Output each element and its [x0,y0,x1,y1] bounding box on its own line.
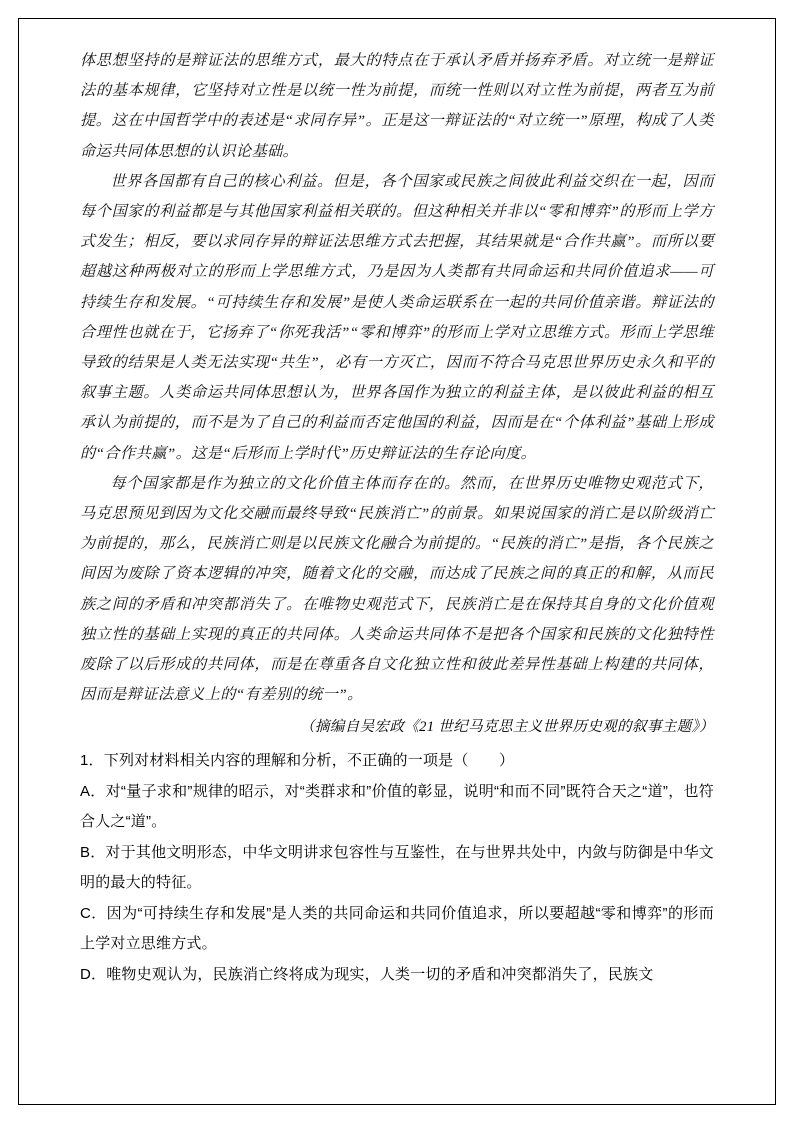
question-option-c: C．因为“可持续生存和发展”是人类的共同命运和共同价值追求，所以要超越“零和博弈”的形而上学对立思维方式。 [80,904,714,953]
passage-paragraph-2: 世界各国都有自己的核心利益。但是，各个国家或民族之间彼此利益交织在一起，因而每个国家的利益都是与其他国家利益相关联的。但这种相关并非以“零和博弈”的形而上学方式发生；相反，要以求同存异的辩证法思维方式去把握，其结果就是“合作共赢”。而所以要超越这种两极对立的形而上学思维方式，乃是因为人类都有共同命运和共同价值追求——可持续生存和发展。“可持续生存和发展”是使人类命运联系在一起的共同价值亲谐。辩证法的合理性也就在于，它扬弃了“你死我活”“零和博弈”的形而上学对立思维方式。形而上学思维导致的结果是人类无法实现“共生”，必有一方灭亡，因而不符合马克思世界历史永久和平的叙事主题。人类命运共同体思想认为，世界各国作为独立的利益主体，是以彼此利益的相互承认为前提的，而不是为了自己的利益而否定他国的利益，因而是在“个体利益”基础上形成的“合作共赢”。这是“后形而上学时代”历史辩证法的生存论向度。 [80,172,714,462]
passage-source: （摘编自吴宏政《21 世纪马克思主义世界历史观的叙事主题》） [300,719,714,736]
passage-paragraph-1: 体思想坚持的是辩证法的思维方式，最大的特点在于承认矛盾并扬弃矛盾。对立统一是辩证法的基本规律，它坚持对立性是以统一性为前提，而统一性则以对立性为前提，两者互为前提。这在中国哲学中的表述是“求同存异”。正是这一辩证法的“对立统一”原理，构成了人类命运共同体思想的认识论基础。 [80,52,714,160]
question-stem: 1．下列对材料相关内容的理解和分析，不正确的一项是（ ） [80,752,515,770]
question-option-a: A．对“量子求和”规律的昭示，对“类群求和”价值的彰显，说明“和而不同”既符合天之“道”，也符合人之“道”。 [80,782,714,831]
question-option-b: B．对于其他文明形态，中华文明讲求包容性与互鉴性，在与世界共处中，内敛与防御是中华文明的最大的特征。 [80,843,714,892]
question-block [80,746,714,990]
page-content [80,46,714,990]
passage-paragraph-3: 每个国家都是作为独立的文化价值主体而存在的。然而，在世界历史唯物史观范式下，马克思预见到因为文化交融而最终导致“民族消亡”的前景。如果说国家的消亡是以阶级消亡为前提的，那么，民族消亡则是以民族文化融合为前提的。“民族的消亡”是指，各个民族之间因为废除了资本逻辑的冲突，随着文化的交融，而达成了民族之间的真正的和解，从而民族之间的矛盾和冲突都消失了。在唯物史观范式下，民族消亡是在保持其自身的文化价值观独立性的基础上实现的真正的共同体。人类命运共同体不是把各个国家和民族的文化独特性废除了以后形成的共同体，而是在尊重各自文化独立性和彼此差异性基础上构建的共同体，因而是辩证法意义上的“有差别的统一”。 [80,474,714,704]
question-option-d: D．唯物史观认为，民族消亡终将成为现实，人类一切的矛盾和冲突都消失了，民族文 [80,965,654,983]
reading-passage [80,46,714,710]
